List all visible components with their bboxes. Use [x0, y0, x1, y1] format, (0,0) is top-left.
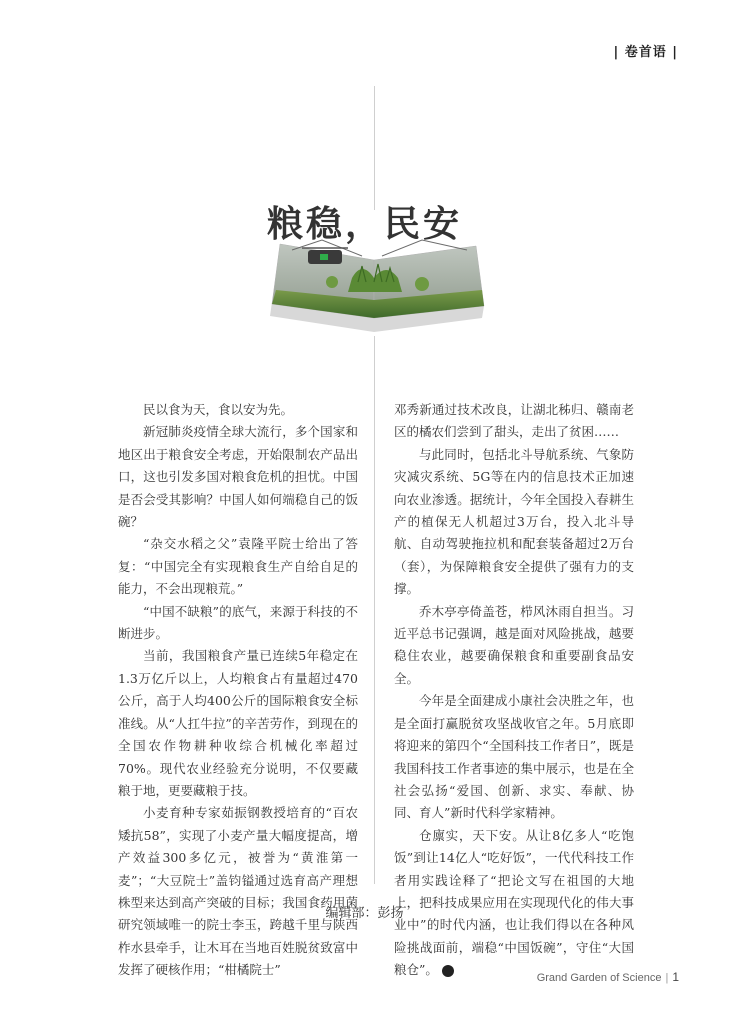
section-label: | 卷首语 |	[613, 45, 678, 60]
magazine-name: Grand Garden of Science	[536, 972, 662, 984]
paragraph: 小麦育种专家茹振钢教授培育的“百农矮抗58”，实现了小麦产量大幅度提高，增产效益300多亿元，被誉为“黄淮第一麦”；“大豆院士”盖钧镒通过选育高产理想株型来达到高产突破的目标；我国食药用菌研究领域唯一的院士李玉，跨越千里与陕西柞水县牵手，让木耳在当地百姓脱贫致富中发挥了硬核作用；“柑橘院士”	[118, 805, 358, 978]
paragraph: “杂交水稻之父”袁隆平院士给出了答复：“中国完全有实现粮食生产自给自足的能力，不会出现粮荒。”	[118, 536, 358, 597]
center-divider-top	[374, 86, 375, 210]
paragraph: 今年是全面建成小康社会决胜之年，也是全面打赢脱贫攻坚战收官之年。5月底即将迎来的第四个“全国科技工作者日”，既是我国科技工作者事迹的集中展示，也是在全社会弘扬“爱国、创新、求实、奉献、协同、育人”新时代科学家精神。	[394, 693, 634, 821]
page-number: 1	[672, 970, 679, 984]
end-mark-icon: S	[442, 965, 454, 977]
open-magazine-image	[262, 220, 492, 340]
paragraph: 乔木亭亭倚盖苍，栉风沐雨自担当。习近平总书记强调，越是面对风险挑战，越要稳住农业，越要确保粮食和重要副食品安全。	[394, 603, 634, 686]
paragraph: 邓秀新通过技术改良，让湖北秭归、赣南老区的橘农们尝到了甜头，走出了贫困……	[394, 402, 634, 440]
page-footer	[537, 970, 679, 984]
right-text-column	[394, 399, 634, 982]
footer-separator: |	[665, 972, 669, 984]
paragraph: 与此同时，包括北斗导航系统、气象防灾减灾系统、5G等在内的信息技术正加速向农业渗透。据统计，今年全国投入春耕生产的植保无人机超过3万台，投入北斗导航、自动驾驶拖拉机和配套装备超过2万台（套），为保障粮食安全提供了强有力的支撑。	[394, 446, 634, 597]
editor-credit: 编辑部：彭扬	[325, 906, 404, 921]
paragraph: 当前，我国粮食产量已连续5年稳定在1.3万亿斤以上，人均粮食占有量超过470公斤，高于人均400公斤的国际粮食安全标准线。从“人扛牛拉”的辛苦劳作，到现在的全国农作物耕种收综合机械化率超过70%。现代农业经验充分说明，不仅要藏粮于地，更要藏粮于技。	[118, 648, 358, 798]
page-title: 粮稳，民安	[266, 203, 462, 246]
left-text-column	[118, 399, 358, 982]
paragraph: 新冠肺炎疫情全球大流行，多个国家和地区出于粮食安全考虑，开始限制农产品出口，这也引发多国对粮食危机的担忧。中国是否会受其影响？中国人如何端稳自己的饭碗？	[118, 424, 358, 530]
center-divider-bottom	[374, 336, 375, 884]
paragraph: “中国不缺粮”的底气，来源于科技的不断进步。	[118, 603, 358, 642]
paragraph: 民以食为天，食以安为先。	[143, 402, 294, 417]
paragraph-text: 仓廪实，天下安。从让8亿多人“吃饱饭”到让14亿人“吃好饭”，一代代科技工作者用实践诠释了“把论文写在祖国的大地上，把科技成果应用在实现现代化的伟大事业中”的时代内涵，也让我们得以在各种风险挑战面前，端稳“中国饭碗”，守住“大国粮仓”。	[394, 827, 634, 978]
